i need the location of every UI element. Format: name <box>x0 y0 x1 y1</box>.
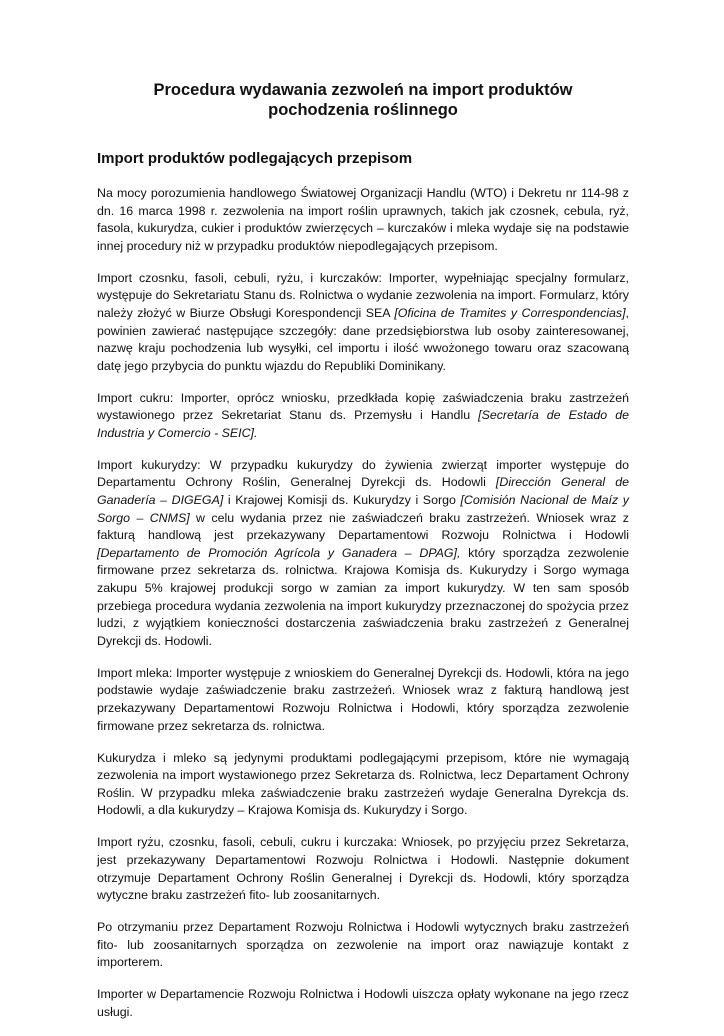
paragraph-permit-issue: Po otrzymaniu przez Departament Rozwoju Rolnictwa i Hodowli wytycznych braku zastrzeżeń fito- lub zoosanitarnych sporządza on zezwolenie na import oraz nawiązuje kontakt z importerem. <box>97 920 629 970</box>
spanish-term: [Dirección General de Ganadería – DIGEGA] <box>97 475 629 508</box>
paragraph-milk-import: Import mleka: Importer występuje z wnioskiem do Generalnej Dyrekcji ds. Hodowli, która na jego podstawie wydaje zaświadczenie braku zastrzeżeń. Wniosek wraz z fakturą handlową jest przekazywany Departamentowi Rozwoju Rolnictwa i Hodowli, który sporządza zezwolenie firmowane przez sekretarza ds. rolnictwa. <box>97 665 629 733</box>
spanish-term: [Departamento de Promoción Agrícola y Ganadera – DPAG], <box>97 545 461 560</box>
paragraph-corn-milk-exception: Kukurydza i mleko są jedynymi produktami podlegającymi przepisom, które nie wymagają zezwolenia na import wystawionego przez Sekretarza ds. Rolnictwa, lecz Departament Ochrony Roślin. W przypadku mleka zaświadczenie braku zastrzeżeń wydaje Generalna Dyrekcja ds. Hodowli, a dla kukurydzy – Krajowa Komisja ds. Kukurydzy i Sorgo. <box>97 750 629 818</box>
paragraph-procedure-flow: Import ryżu, czosnku, fasoli, cebuli, cukru i kurczaka: Wniosek, po przyjęciu przez Sekretarza, jest przekazywany Departamentowi Rozwoju Rolnictwa i Hodowli. Następnie dokument otrzymuje Departament Ochrony Roślin Generalnej i Dyrekcji ds. Hodowli, który sporządza wytyczne braku zastrzeżeń fito- lub zoosanitarnych. <box>97 835 629 903</box>
spanish-term: [Comisión Nacional de Maíz y Sorgo – CNMS] <box>97 493 629 525</box>
spanish-term: [Secretaría de Estado de Industria y Comercio - SEIC]. <box>97 408 630 440</box>
paragraph-text: , powinien zawierać następujące szczegóły: dane przedsiębiorstwa lub osoby zainteresowanej, nazwę kraju pochodzenia lub wysyłki, cel importu i ilość wwożonego towaru oraz szacowaną datę jego przybycia do punktu wjazdu do Republiki Dominikany. <box>97 305 629 373</box>
paragraph-sugar-import <box>97 390 629 443</box>
paragraph-wto-decree: Na mocy porozumienia handlowego Światowej Organizacji Handlu (WTO) i Dekretu nr 114-98 z dn. 16 marca 1998 r. zezwolenia na import roślin uprawnych, takich jak czosnek, cebula, ryż, fasola, kukurydza, cukier i produktów zwierzęcych – kurczaków i mleka wydaje się na podstawie innej procedury niż w przypadku produktów niepodlegających przepisom. <box>97 186 629 253</box>
title-line-2: pochodzenia roślinnego <box>268 101 458 119</box>
spanish-term: [Oficina de Tramites y Correspondencias] <box>394 305 626 320</box>
paragraph-text: Import cukru: Importer, oprócz wniosku, przedkłada kopię zaświadczenia braku zastrzeżeń wystawionego przez Sekretariat Stanu ds. Przemysłu i Handlu <box>97 390 629 423</box>
paragraph-text: Import kukurydzy: W przypadku kukurydzy do żywienia zwierząt importer występuje do Departamentu Ochrony Roślin, Generalnej Dyrekcji ds. Hodowli <box>97 457 629 490</box>
paragraph-text: i Krajowej Komisji ds. Kukurydzy i Sorgo <box>223 493 461 508</box>
paragraph-corn-import <box>97 457 629 651</box>
section-heading: Import produktów podlegających przepisom <box>97 150 413 167</box>
paragraph-fees: Importer w Departamencie Rozwoju Rolnictwa i Hodowli uiszcza opłaty wykonane na jego rzecz usługi. <box>97 987 629 1019</box>
page-title <box>97 80 629 120</box>
paragraph-text: w celu wydania przez nie zaświadczeń braku zastrzeżeń. Wniosek wraz z fakturą handlową jest przekazywany Departamentowi Rozwoju Rolnictwa i Hodowli <box>97 510 630 543</box>
document-page <box>97 80 629 1036</box>
paragraph-text: który sporządza zezwolenie firmowane przez sekretarza ds. rolnictwa. Krajowa Komisja ds. Kukurydzy i Sorgo wymaga zakupu 5% krajowej produkcji sorgo w zamian za import kukurydzy. W ten sam sposób przebiega procedura wydania zezwolenia na import kukurydzy przeznaczonej do spożycia przez ludzi, z wyjątkiem konieczności dostarczenia zaświadczenia braku zastrzeżeń z Generalnej Dyrekcji ds. Hodowli. <box>97 545 629 648</box>
paragraph-garlic-beans-import <box>97 270 629 376</box>
paragraph-text: Import czosnku, fasoli, cebuli, ryżu, i kurczaków: Importer, wypełniając specjalny formularz, występuje do Sekretariatu Stanu ds. Rolnictwa o wydanie zezwolenia na import. Formularz, który należy złożyć w Biurze Obsługi Korespondencji SEA <box>97 270 629 320</box>
title-line-1: Procedura wydawania zezwoleń na import produktów <box>153 81 573 99</box>
